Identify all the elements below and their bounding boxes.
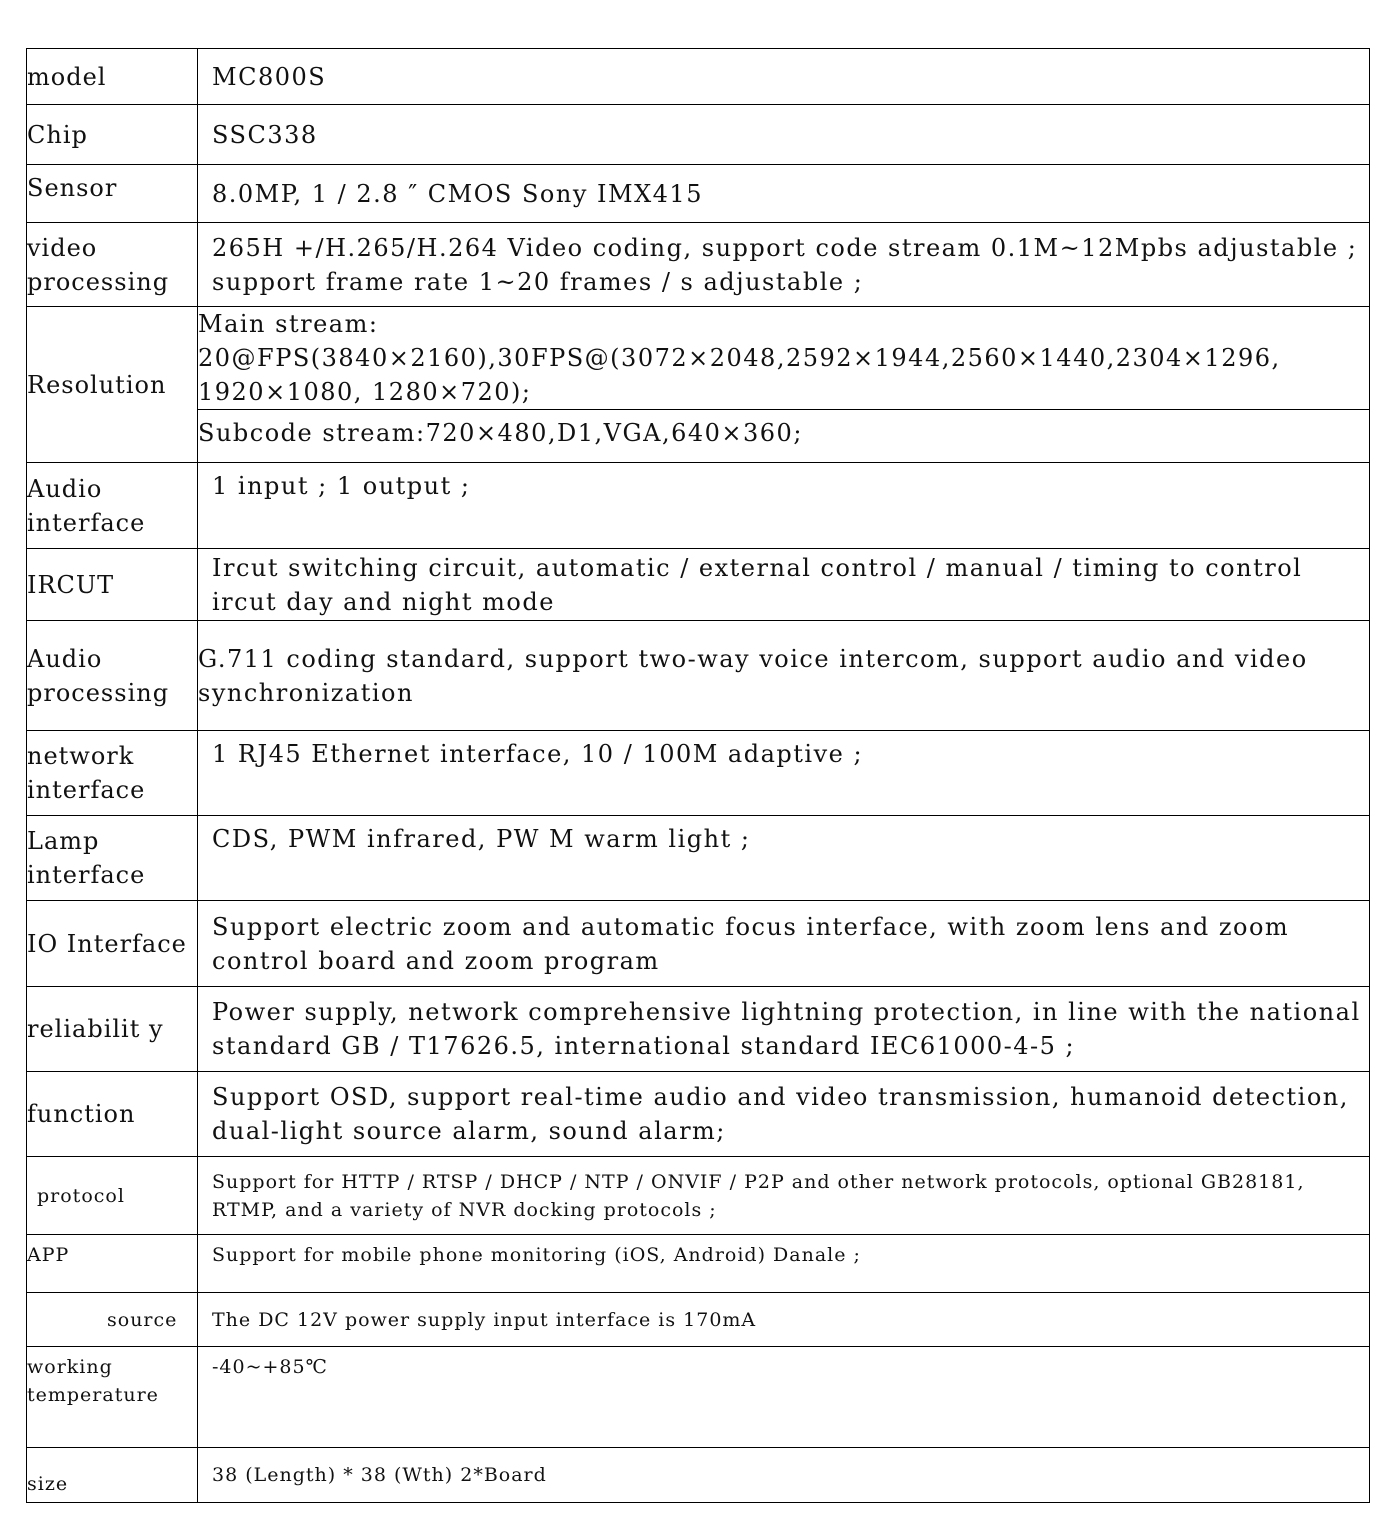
row-value-reliability: Power supply, network comprehensive lightning protection, in line with the national standard GB / T17626.5, international standard IEC61000-4-5 ;	[198, 987, 1370, 1072]
row-label-app: APP	[27, 1235, 198, 1293]
row-value-sensor: 8.0MP, 1 / 2.8 ″ CMOS Sony IMX415	[198, 165, 1370, 223]
table-row	[27, 165, 1370, 223]
table-row	[27, 1347, 1370, 1448]
row-label-size: size	[27, 1448, 198, 1503]
row-value-protocol: Support for HTTP / RTSP / DHCP / NTP / ONVIF / P2P and other network protocols, optional GB28181, RTMP, and a variety of NVR docking protocols ;	[198, 1157, 1370, 1235]
row-value-app: Support for mobile phone monitoring (iOS, Android) Danale ;	[198, 1235, 1370, 1293]
row-label-video-processing: video processing	[27, 223, 198, 307]
row-label-sensor: Sensor	[27, 165, 198, 223]
table-row	[27, 307, 1370, 410]
table-row	[27, 731, 1370, 816]
row-label-io-interface: IO Interface	[27, 901, 198, 987]
row-label-resolution: Resolution	[27, 307, 198, 463]
row-label-protocol: protocol	[27, 1157, 198, 1235]
table-row	[27, 987, 1370, 1072]
row-label-chip: Chip	[27, 105, 198, 165]
row-value-model: MC800S	[198, 49, 1370, 105]
table-row	[27, 816, 1370, 901]
table-row	[27, 105, 1370, 165]
row-value-sub-stream: Subcode stream:720×480,D1,VGA,640×360;	[198, 410, 1370, 463]
row-label-function: function	[27, 1072, 198, 1157]
table-row	[27, 463, 1370, 549]
row-label-audio-processing: Audio processing	[27, 621, 198, 731]
row-value-function: Support OSD, support real-time audio and video transmission, humanoid detection, dual-light source alarm, sound alarm;	[198, 1072, 1370, 1157]
row-value-video-processing: 265H +/H.265/H.264 Video coding, support code stream 0.1M~12Mpbs adjustable ; support frame rate 1~20 frames / s adjustable ;	[198, 223, 1370, 307]
table-row	[27, 549, 1370, 621]
row-value-network-interface: 1 RJ45 Ethernet interface, 10 / 100M adaptive ;	[198, 731, 1370, 816]
table-row	[27, 49, 1370, 105]
table-row	[27, 1072, 1370, 1157]
table-row	[27, 1448, 1370, 1503]
table-row	[27, 901, 1370, 987]
row-label-reliability: reliabilit y	[27, 987, 198, 1072]
row-value-working-temperature: -40~+85℃	[198, 1347, 1370, 1448]
row-label-audio-interface: Audio interface	[27, 463, 198, 549]
row-value-lamp-interface: CDS, PWM infrared, PW M warm light ;	[198, 816, 1370, 901]
table-row	[27, 1293, 1370, 1347]
row-value-io-interface: Support electric zoom and automatic focus interface, with zoom lens and zoom control board and zoom program	[198, 901, 1370, 987]
table-row	[27, 223, 1370, 307]
row-value-source: The DC 12V power supply input interface is 170mA	[198, 1293, 1370, 1347]
spec-table	[26, 48, 1370, 1503]
row-value-size: 38 (Length) * 38 (Wth) 2*Board	[198, 1448, 1370, 1503]
row-value-audio-processing: G.711 coding standard, support two-way voice intercom, support audio and video synchronization	[198, 621, 1370, 731]
row-value-audio-interface: 1 input ; 1 output ;	[198, 463, 1370, 549]
row-value-chip: SSC338	[198, 105, 1370, 165]
row-value-main-stream: Main stream: 20@FPS(3840×2160),30FPS@(3072×2048,2592×1944,2560×1440,2304×1296, 1920×1080, 1280×720);	[198, 307, 1370, 410]
row-label-working-temperature: working temperature	[27, 1347, 198, 1448]
row-label-lamp-interface: Lamp interface	[27, 816, 198, 901]
table-row	[27, 621, 1370, 731]
table-row	[27, 1235, 1370, 1293]
row-label-ircut: IRCUT	[27, 549, 198, 621]
table-row	[27, 1157, 1370, 1235]
row-value-ircut: Ircut switching circuit, automatic / external control / manual / timing to control ircut day and night mode	[198, 549, 1370, 621]
table-row	[27, 410, 1370, 463]
row-label-network-interface: network interface	[27, 731, 198, 816]
row-label-model: model	[27, 49, 198, 105]
row-label-source: source	[27, 1293, 198, 1347]
